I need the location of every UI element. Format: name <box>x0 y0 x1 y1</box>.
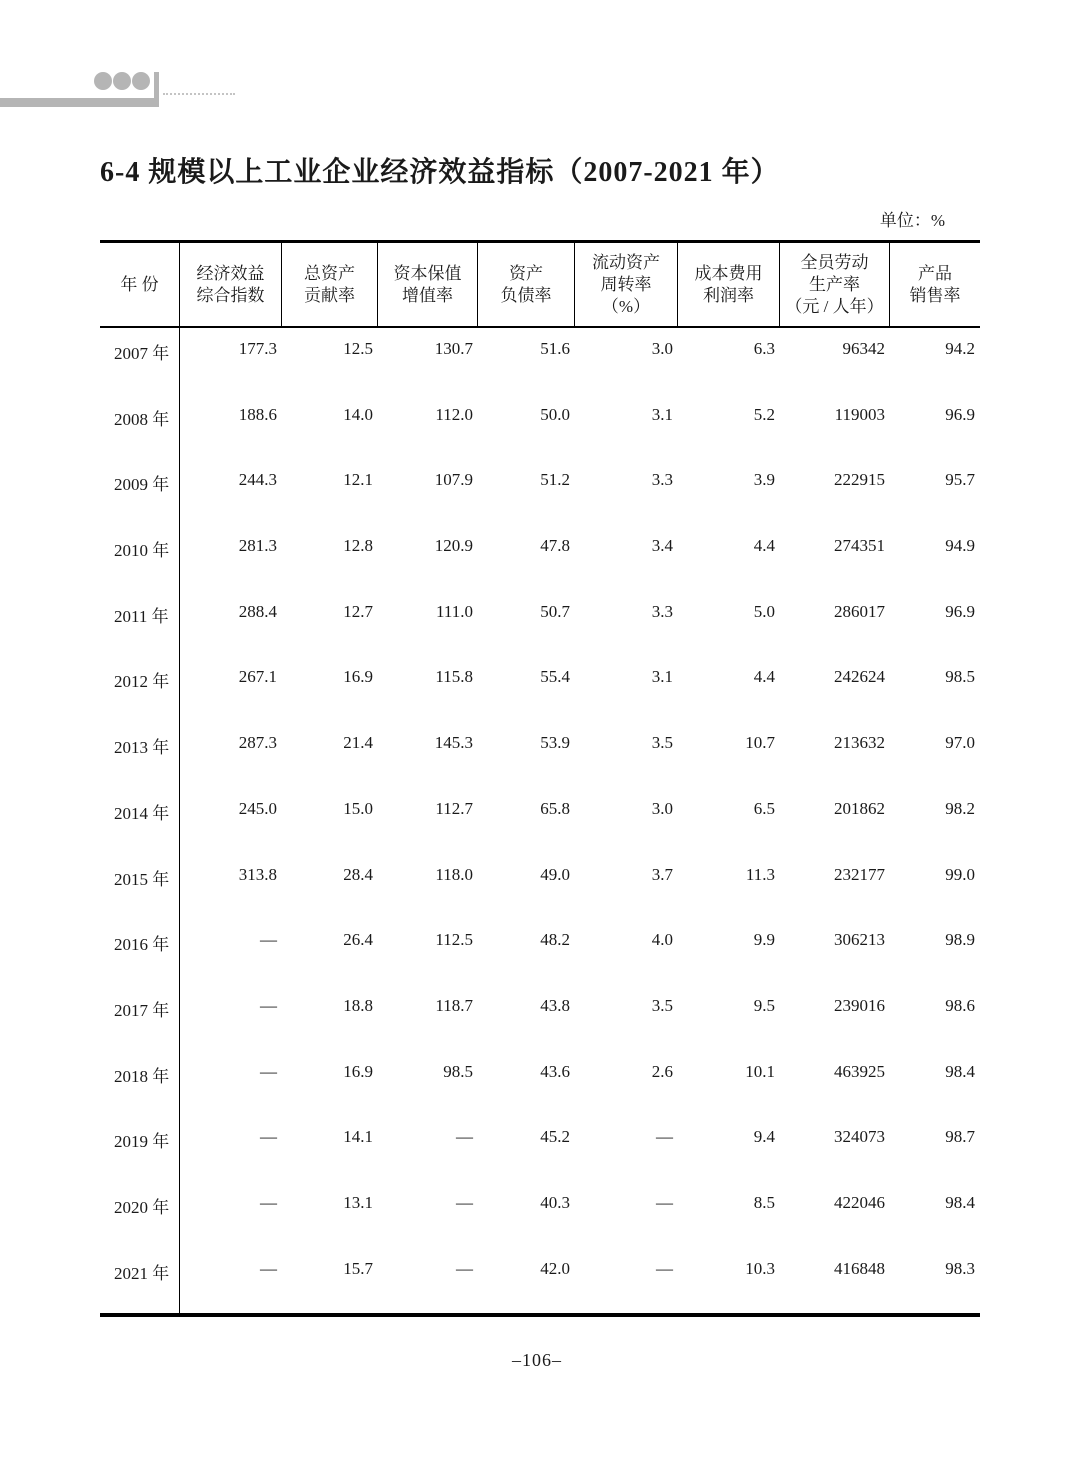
value-cell: 267.1 <box>238 667 277 687</box>
value-cell: 13.1 <box>343 1192 373 1212</box>
value-cell: 65.8 <box>540 798 570 818</box>
value-cell: 112.7 <box>435 798 473 818</box>
value-cell: — <box>456 1258 473 1278</box>
column-header-line: 生产率 <box>809 274 860 294</box>
value-cell: 4.0 <box>651 930 673 950</box>
value-cell: 28.4 <box>343 864 373 884</box>
ornament-dotted-line <box>163 93 235 95</box>
value-cell: 50.7 <box>540 601 570 621</box>
ornament-horizontal-bar <box>0 98 159 107</box>
value-cell: 47.8 <box>540 536 570 556</box>
year-cell: 2020 年 <box>100 1182 180 1248</box>
value-cell: — <box>260 995 277 1015</box>
value-cell: 3.3 <box>651 601 673 621</box>
value-cell: 112.5 <box>435 930 473 950</box>
column-header-line: 成本费用 <box>694 263 763 283</box>
value-cell: — <box>656 1127 673 1147</box>
table-header-row <box>100 243 980 328</box>
value-cell: 222915 <box>834 470 885 490</box>
value-cell: 274351 <box>834 536 885 556</box>
value-cell: 3.4 <box>651 536 673 556</box>
table-row <box>100 1116 980 1182</box>
value-cell: 99.0 <box>945 864 975 884</box>
year-cell: 2012 年 <box>100 656 180 722</box>
column-header-line: （%） <box>601 296 651 316</box>
value-cell: 21.4 <box>343 733 373 753</box>
value-cell: 9.9 <box>753 930 775 950</box>
value-cell: 3.5 <box>651 733 673 753</box>
table-body <box>100 328 980 1313</box>
value-cell: 112.0 <box>435 404 473 424</box>
column-header-line: （元 / 人年） <box>785 296 884 316</box>
table-row <box>100 722 980 788</box>
value-cell: 98.9 <box>945 930 975 950</box>
value-cell: 2.6 <box>651 1061 673 1081</box>
table-row <box>100 656 980 722</box>
value-cell: — <box>260 1192 277 1212</box>
year-cell: 2009 年 <box>100 459 180 525</box>
value-cell: 111.0 <box>436 601 473 621</box>
value-cell: 95.7 <box>945 470 975 490</box>
value-cell: 97.0 <box>945 733 975 753</box>
value-cell: — <box>260 1258 277 1278</box>
value-cell: 463925 <box>834 1061 885 1081</box>
column-header-line: 增值率 <box>402 285 453 305</box>
value-cell: 244.3 <box>238 470 277 490</box>
table-row <box>100 1182 980 1248</box>
column-header-line: 利润率 <box>703 285 754 305</box>
value-cell: 177.3 <box>238 339 277 358</box>
value-cell: 45.2 <box>540 1127 570 1147</box>
value-cell: 130.7 <box>434 339 473 358</box>
year-cell: 2011 年 <box>100 591 180 657</box>
value-cell: 4.4 <box>753 667 775 687</box>
value-cell: 98.4 <box>945 1192 975 1212</box>
year-cell: 2016 年 <box>100 919 180 985</box>
column-header-line: 年 份 <box>120 274 159 294</box>
column-header-line: 负债率 <box>500 285 552 305</box>
column-header-6 <box>678 243 780 326</box>
column-header-3 <box>378 243 478 326</box>
value-cell: — <box>456 1127 473 1147</box>
value-cell: 48.2 <box>540 930 570 950</box>
year-cell: 2015 年 <box>100 854 180 920</box>
column-header-line: 资本保值 <box>393 263 462 283</box>
table-row <box>100 985 980 1051</box>
value-cell: 6.5 <box>753 798 775 818</box>
table-row <box>100 1051 980 1117</box>
ornament-circle-icon <box>132 72 150 90</box>
value-cell: 306213 <box>834 930 885 950</box>
value-cell: 42.0 <box>540 1258 570 1278</box>
column-header-line: 流动资产 <box>592 252 660 272</box>
value-cell: 288.4 <box>238 601 277 621</box>
value-cell: — <box>656 1258 673 1278</box>
value-cell: 8.5 <box>753 1192 775 1212</box>
value-cell: 49.0 <box>540 864 570 884</box>
value-cell: 14.1 <box>343 1127 373 1147</box>
column-header-line: 贡献率 <box>304 285 355 305</box>
value-cell: 26.4 <box>343 930 373 950</box>
column-header-line: 经济效益 <box>196 263 265 283</box>
value-cell: 98.3 <box>945 1258 975 1278</box>
value-cell: 98.2 <box>945 798 975 818</box>
year-cell: 2018 年 <box>100 1051 180 1117</box>
value-cell: 96.9 <box>945 404 975 424</box>
value-cell: 9.5 <box>753 995 775 1015</box>
value-cell: 14.0 <box>343 404 373 424</box>
value-cell: 12.8 <box>343 536 373 556</box>
page-number: –106– <box>512 1350 562 1370</box>
year-cell: 2013 年 <box>100 722 180 788</box>
value-cell: 118.0 <box>435 864 473 884</box>
value-cell: 4.4 <box>753 536 775 556</box>
value-cell: 98.5 <box>945 667 975 687</box>
value-cell: 10.1 <box>745 1061 775 1081</box>
value-cell: 11.3 <box>745 864 775 884</box>
value-cell: 12.7 <box>343 601 373 621</box>
value-cell: 313.8 <box>238 864 277 884</box>
value-cell: 281.3 <box>238 536 277 556</box>
value-cell: 96.9 <box>945 601 975 621</box>
column-header-0 <box>100 243 180 326</box>
value-cell: 98.4 <box>945 1061 975 1081</box>
value-cell: 3.0 <box>651 798 673 818</box>
ornament-circle-icon <box>113 72 131 90</box>
year-cell: 2007 年 <box>100 328 180 394</box>
value-cell: 422046 <box>834 1192 885 1212</box>
table-row <box>100 394 980 460</box>
value-cell: 118.7 <box>435 995 473 1015</box>
value-cell: 120.9 <box>434 536 473 556</box>
column-header-line: 销售率 <box>909 285 961 305</box>
value-cell: 10.3 <box>745 1258 775 1278</box>
value-cell: 3.1 <box>651 404 673 424</box>
value-cell: 10.7 <box>745 733 775 753</box>
year-cell: 2019 年 <box>100 1116 180 1182</box>
column-header-line: 全员劳动 <box>800 252 869 272</box>
column-header-1 <box>180 243 282 326</box>
column-header-8 <box>890 243 980 326</box>
value-cell: 115.8 <box>435 667 473 687</box>
value-cell: 5.2 <box>753 404 775 424</box>
value-cell: 286017 <box>834 601 885 621</box>
value-cell: 239016 <box>834 995 885 1015</box>
value-cell: 324073 <box>834 1127 885 1147</box>
value-cell: 43.8 <box>540 995 570 1015</box>
value-cell: — <box>260 1061 277 1081</box>
value-cell: 213632 <box>834 733 885 753</box>
value-cell: 3.3 <box>651 470 673 490</box>
column-header-2 <box>282 243 378 326</box>
table-row <box>100 854 980 920</box>
table-row <box>100 919 980 985</box>
value-cell: 3.0 <box>651 339 673 358</box>
value-cell: — <box>456 1192 473 1212</box>
value-cell: 55.4 <box>540 667 570 687</box>
value-cell: 107.9 <box>434 470 473 490</box>
value-cell: 15.0 <box>343 798 373 818</box>
year-cell: 2010 年 <box>100 525 180 591</box>
value-cell: 201862 <box>834 798 885 818</box>
value-cell: 18.8 <box>343 995 373 1015</box>
value-cell: 16.9 <box>343 1061 373 1081</box>
table-row <box>100 591 980 657</box>
value-cell: 50.0 <box>540 404 570 424</box>
value-cell: — <box>260 1127 277 1147</box>
value-cell: 53.9 <box>540 733 570 753</box>
value-cell: 188.6 <box>238 404 277 424</box>
year-cell: 2014 年 <box>100 788 180 854</box>
value-cell: 6.3 <box>753 339 775 358</box>
value-cell: 96342 <box>842 339 885 358</box>
value-cell: 145.3 <box>434 733 473 753</box>
value-cell: 12.1 <box>343 470 373 490</box>
value-cell: 3.5 <box>651 995 673 1015</box>
value-cell: 51.2 <box>540 470 570 490</box>
table-row <box>100 1248 980 1314</box>
value-cell: 416848 <box>834 1258 885 1278</box>
column-header-4 <box>478 243 575 326</box>
value-cell: 9.4 <box>753 1127 775 1147</box>
table-row <box>100 525 980 591</box>
table-row <box>100 459 980 525</box>
statistics-table <box>100 240 980 1317</box>
column-header-7 <box>780 243 890 326</box>
column-header-line: 产品 <box>918 263 952 283</box>
value-cell: 98.5 <box>443 1061 473 1081</box>
value-cell: 5.0 <box>753 601 775 621</box>
page-title: 6-4 规模以上工业企业经济效益指标（2007-2021 年） <box>100 157 780 188</box>
value-cell: 40.3 <box>540 1192 570 1212</box>
value-cell: 16.9 <box>343 667 373 687</box>
value-cell: — <box>260 930 277 950</box>
value-cell: 287.3 <box>238 733 277 753</box>
value-cell: 242624 <box>834 667 885 687</box>
value-cell: 3.9 <box>753 470 775 490</box>
value-cell: 3.1 <box>651 667 673 687</box>
value-cell: 245.0 <box>238 798 277 818</box>
year-cell: 2021 年 <box>100 1248 180 1314</box>
column-header-5 <box>575 243 678 326</box>
table-row <box>100 788 980 854</box>
value-cell: 94.9 <box>945 536 975 556</box>
value-cell: 98.7 <box>945 1127 975 1147</box>
value-cell: 94.2 <box>945 339 975 358</box>
column-header-line: 总资产 <box>304 263 355 283</box>
table-row <box>100 328 980 394</box>
value-cell: 3.7 <box>651 864 673 884</box>
value-cell: 43.6 <box>540 1061 570 1081</box>
value-cell: 232177 <box>834 864 885 884</box>
value-cell: 51.6 <box>540 339 570 358</box>
ornament-circle-icon <box>94 72 112 90</box>
value-cell: 15.7 <box>343 1258 373 1278</box>
value-cell: 98.6 <box>945 995 975 1015</box>
value-cell: — <box>656 1192 673 1212</box>
column-header-line: 资产 <box>509 263 543 283</box>
year-cell: 2017 年 <box>100 985 180 1051</box>
unit-label: 单位：% <box>879 211 945 230</box>
column-header-line: 周转率 <box>600 274 652 294</box>
column-header-line: 综合指数 <box>196 285 265 305</box>
value-cell: 12.5 <box>343 339 373 358</box>
value-cell: 119003 <box>834 404 885 424</box>
year-cell: 2008 年 <box>100 394 180 460</box>
